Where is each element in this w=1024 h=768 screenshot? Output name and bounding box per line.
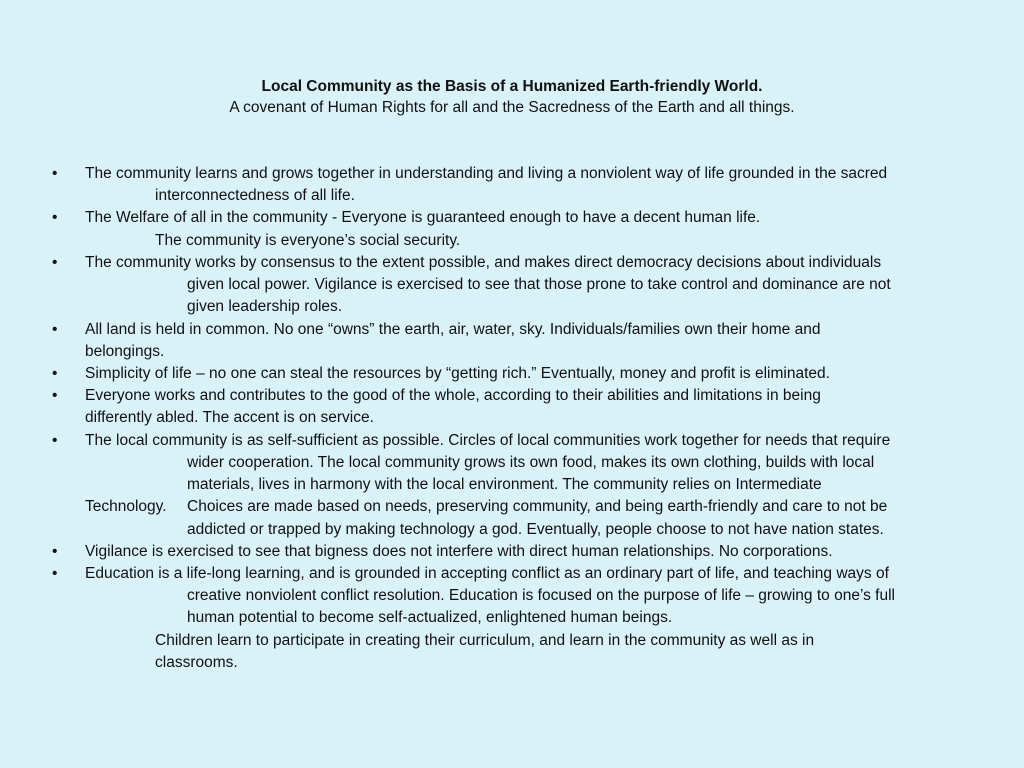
bullet-marker: • bbox=[52, 321, 58, 338]
list-line: Choices are made based on needs, preserving community, and being earth-friendly and care to not be bbox=[187, 498, 888, 515]
list-line: addicted or trapped by making technology a god. Eventually, people choose to not have nation states. bbox=[187, 521, 884, 538]
list-line: The local community is as self-sufficient as possible. Circles of local communities work together for needs that require bbox=[85, 432, 891, 449]
list-line: given leadership roles. bbox=[187, 298, 343, 315]
list-line: The Welfare of all in the community - Everyone is guaranteed enough to have a decent human life. bbox=[85, 209, 761, 226]
slide-subtitle: A covenant of Human Rights for all and the Sacredness of the Earth and all things. bbox=[229, 99, 795, 116]
bullet-marker: • bbox=[52, 365, 58, 382]
bullet-marker: • bbox=[52, 565, 58, 582]
bullet-marker: • bbox=[52, 543, 58, 560]
list-line: Simplicity of life – no one can steal the resources by “getting rich.” Eventually, money and profit is eliminated. bbox=[85, 365, 830, 382]
bullet-marker: • bbox=[52, 209, 58, 226]
list-line: differently abled. The accent is on service. bbox=[85, 409, 374, 426]
bullet-marker: • bbox=[52, 165, 58, 182]
list-line: Children learn to participate in creating their curriculum, and learn in the community as well as in bbox=[155, 632, 815, 649]
list-line: Technology. bbox=[85, 498, 167, 515]
list-line: belongings. bbox=[85, 343, 165, 360]
list-line: wider cooperation. The local community grows its own food, makes its own clothing, builds with local bbox=[187, 454, 875, 471]
list-line: Everyone works and contributes to the good of the whole, according to their abilities and limitations in being bbox=[85, 387, 821, 404]
list-line: The community works by consensus to the extent possible, and makes direct democracy decisions about individuals bbox=[85, 254, 882, 271]
bullet-marker: • bbox=[52, 387, 58, 404]
list-line: Education is a life-long learning, and is grounded in accepting conflict as an ordinary part of life, and teaching ways of bbox=[85, 565, 889, 582]
list-line: The community learns and grows together in understanding and living a nonviolent way of life grounded in the sacred bbox=[85, 165, 888, 182]
list-line: All land is held in common. No one “owns” the earth, air, water, sky. Individuals/families own their home and bbox=[85, 321, 821, 338]
slide-title: Local Community as the Basis of a Humanized Earth-friendly World. bbox=[261, 78, 763, 95]
list-line: materials, lives in harmony with the local environment. The community relies on Intermediate bbox=[187, 476, 822, 493]
list-line: human potential to become self-actualized, enlightened human beings. bbox=[187, 609, 673, 626]
list-line: The community is everyone’s social security. bbox=[155, 232, 461, 249]
list-line: Vigilance is exercised to see that bigness does not interfere with direct human relationships. No corporations. bbox=[85, 543, 833, 560]
bullet-marker: • bbox=[52, 432, 58, 449]
list-line: classrooms. bbox=[155, 654, 238, 671]
bullet-marker: • bbox=[52, 254, 58, 271]
list-line: creative nonviolent conflict resolution. Education is focused on the purpose of life – growing to one’s full bbox=[187, 587, 895, 604]
list-line: given local power. Vigilance is exercised to see that those prone to take control and dominance are not bbox=[187, 276, 891, 293]
list-line: interconnectedness of all life. bbox=[155, 187, 355, 204]
